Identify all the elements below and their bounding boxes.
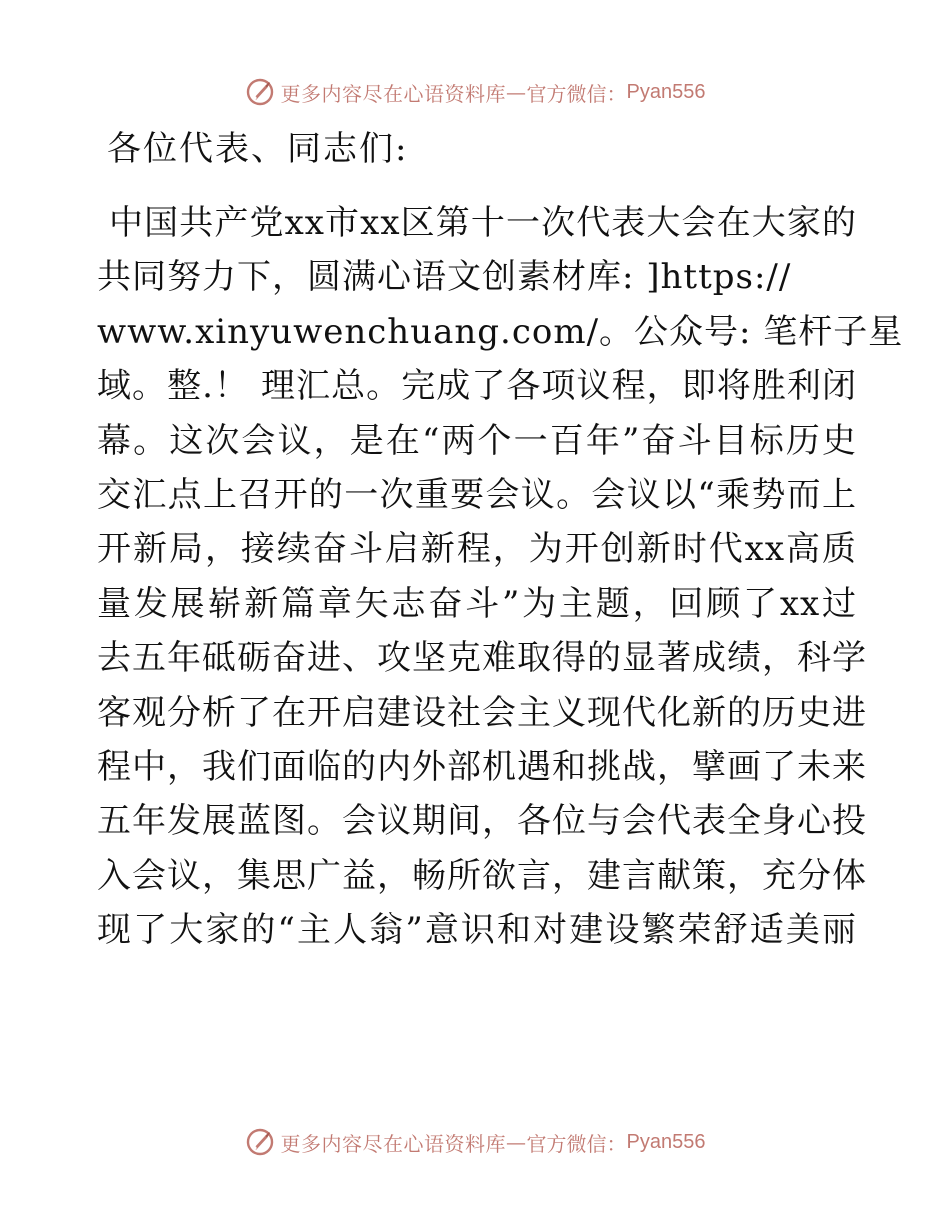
banner-brand-text: 更多内容尽在心语资料库: [280, 1131, 507, 1156]
body-line: 开新局，接续奋斗启新程，为开创新时代xx高质: [97, 529, 857, 570]
body-line: 幕。这次会议，是在“两个一百年”奋斗目标历史: [97, 420, 857, 461]
body-line: 域。整.！ 理汇总。完成了各项议程，即将胜利闭: [97, 366, 857, 407]
banner-separator: —: [506, 80, 527, 104]
body-line: 中国共产党xx市xx区第十一次代表大会在大家的: [109, 203, 857, 243]
body-line: 五年发展蓝图。会议期间，各位与会代表全身心投: [97, 801, 867, 842]
body-line: 量发展崭新篇章矢志奋斗”为主题，回顾了xx过: [97, 583, 857, 624]
banner-wechat-id: Pyan556: [626, 80, 706, 103]
banner-wechat-id: Pyan556: [626, 1130, 706, 1153]
feather-pen-logo-icon: [245, 77, 275, 107]
speech-body: [97, 196, 904, 957]
footer-watermark-banner: [0, 1122, 950, 1162]
banner-separator: —: [506, 1130, 527, 1154]
body-line: 去五年砥砺奋进、攻坚克难取得的显著成绩，科学: [97, 638, 867, 679]
body-line: 入会议，集思广益，畅所欲言，建言献策，充分体: [97, 855, 867, 896]
header-watermark-banner: [0, 72, 950, 112]
body-line: 共同努力下，圆满心语文创素材库: ]https://: [97, 257, 792, 298]
body-line: 程中，我们面临的内外部机遇和挑战，擘画了未来: [97, 746, 867, 787]
banner-wechat-label: 官方微信：: [526, 1131, 627, 1156]
feather-pen-logo-icon: [245, 1127, 275, 1157]
banner-brand-text: 更多内容尽在心语资料库: [280, 81, 507, 106]
body-line: 客观分析了在开启建设社会主义现代化新的历史进: [97, 692, 867, 733]
body-line: www.xinyuwenchuang.com/。公众号: 笔杆子星: [97, 311, 904, 352]
salutation-heading: 各位代表、同志们:: [107, 129, 409, 169]
body-line: 交汇点上召开的一次重要会议。会议以“乘势而上: [97, 474, 857, 515]
body-line: 现了大家的“主人翁”意识和对建设繁荣舒适美丽: [97, 910, 857, 951]
banner-wechat-label: 官方微信：: [526, 81, 627, 106]
